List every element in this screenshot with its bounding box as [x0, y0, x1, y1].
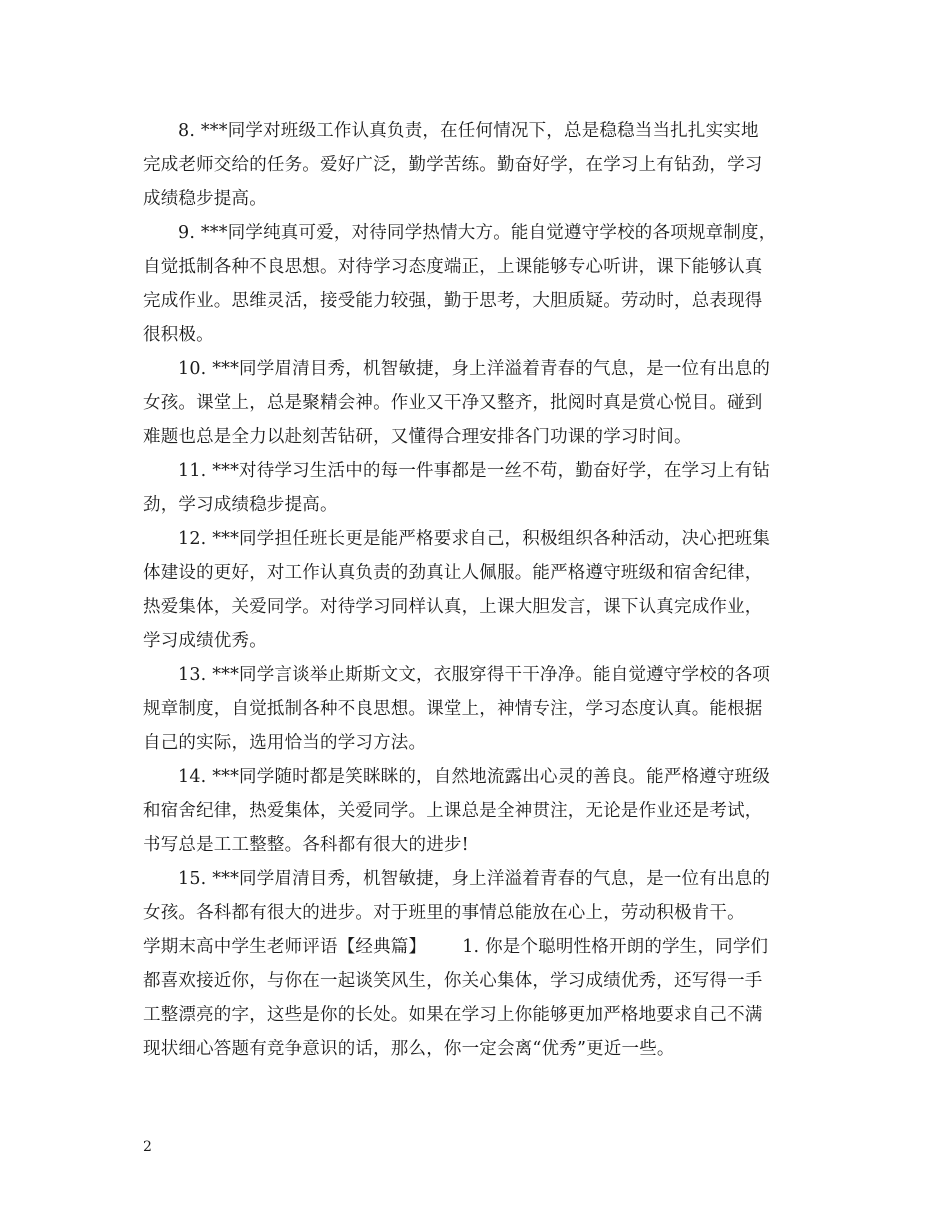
comment-10-line-3: 难题也总是全力以赴刻苦钻研，又懂得合理安排各门功课的学习时间。 — [143, 427, 692, 447]
comment-13-line-2: 规章制度，自觉抵制各种不良思想。课堂上，神情专注，学习态度认真。能根据 — [143, 699, 763, 719]
section-title: 学期末高中学生老师评语【经典篇】 — [143, 937, 427, 957]
comment-12-line-3: 热爱集体，关爱同学。对待学习同样认真，上课大胆发言，课下认真完成作业， — [143, 597, 763, 617]
comment-15-line-2: 女孩。各科都有很大的进步。对于班里的事情总能放在心上，劳动积极肯干。 — [143, 903, 745, 923]
comment-9-line-3: 完成作业。思维灵活，接受能力较强，勤于思考，大胆质疑。劳动时，总表现得 — [143, 291, 763, 311]
comment-10-line-1: 10. ***同学眉清目秀，机智敏捷，身上洋溢着青春的气息，是一位有出息的 — [178, 359, 771, 379]
section-heading-line — [143, 930, 813, 964]
comment-8-line-1: 8. ***同学对班级工作认真负责，在任何情况下，总是稳稳当当扎扎实实地 — [178, 121, 759, 141]
comment-15-line-1: 15. ***同学眉清目秀，机智敏捷，身上洋溢着青春的气息，是一位有出息的 — [178, 869, 771, 889]
comment-13-line-1: 13. ***同学言谈举止斯斯文文，衣服穿得干干净净。能自觉遵守学校的各项 — [178, 665, 771, 685]
comment-12-line-1: 12. ***同学担任班长更是能严格要求自己，积极组织各种活动，决心把班集 — [178, 529, 771, 549]
document-body — [143, 114, 813, 1066]
comment-8-line-2: 完成老师交给的任务。爱好广泛，勤学苦练。勤奋好学，在学习上有钻劲，学习 — [143, 155, 763, 175]
page-number: 2 — [143, 1139, 152, 1155]
classic-comment-1-start: 1. 你是个聪明性格开朗的学生，同学们 — [462, 937, 769, 957]
comment-14-line-3: 书写总是工工整整。各科都有很大的进步! — [143, 835, 469, 855]
comment-12-line-4: 学习成绩优秀。 — [143, 631, 267, 651]
comment-9-line-2: 自觉抵制各种不良思想。对待学习态度端正，上课能够专心听讲，课下能够认真 — [143, 257, 763, 277]
comment-14-line-2: 和宿舍纪律，热爱集体，关爱同学。上课总是全神贯注，无论是作业还是考试， — [143, 801, 763, 821]
comment-8-line-3: 成绩稳步提高。 — [143, 189, 267, 209]
classic-comment-1-line-3: 工整漂亮的字，这些是你的长处。如果在学习上你能够更加严格地要求自己不满 — [143, 1005, 763, 1025]
comment-11-line-1: 11. ***对待学习生活中的每一件事都是一丝不苟，勤奋好学，在学习上有钻 — [178, 461, 771, 481]
comment-9-line-4: 很积极。 — [143, 325, 214, 345]
comment-9-line-1: 9. ***同学纯真可爱，对待同学热情大方。能自觉遵守学校的各项规章制度， — [178, 223, 777, 243]
classic-comment-1-line-4: 现状细心答题有竞争意识的话，那么，你一定会离“优秀”更近一些。 — [143, 1039, 675, 1059]
comment-12-line-2: 体建设的更好，对工作认真负责的劲真让人佩服。能严格遵守班级和宿舍纪律， — [143, 563, 763, 583]
comment-13-line-3: 自己的实际，选用恰当的学习方法。 — [143, 733, 427, 753]
comment-11-line-2: 劲，学习成绩稳步提高。 — [143, 495, 338, 515]
comment-10-line-2: 女孩。课堂上，总是聚精会神。作业又干净又整齐，批阅时真是赏心悦目。碰到 — [143, 393, 763, 413]
comment-14-line-1: 14. ***同学随时都是笑眯眯的，自然地流露出心灵的善良。能严格遵守班级 — [178, 767, 771, 787]
classic-comment-1-line-2: 都喜欢接近你，与你在一起谈笑风生，你关心集体，学习成绩优秀，还写得一手 — [143, 971, 763, 991]
